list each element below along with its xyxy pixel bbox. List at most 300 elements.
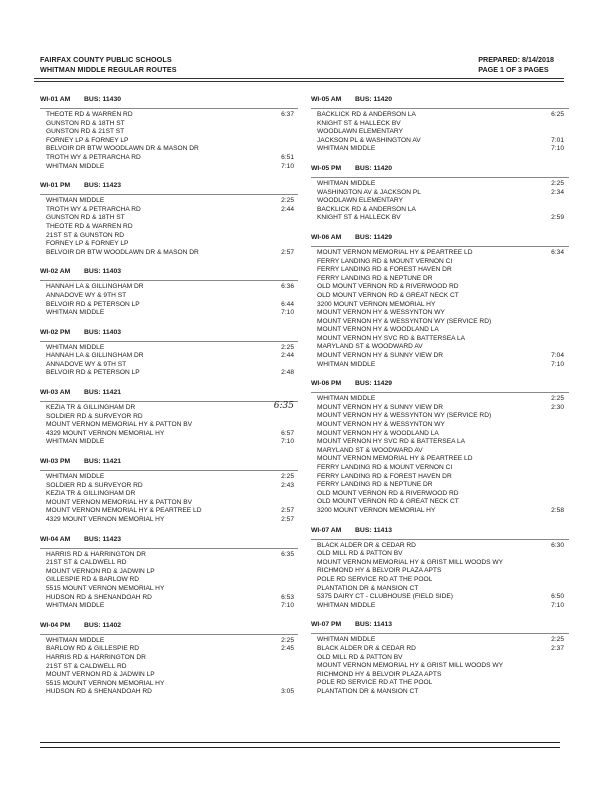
route-header xyxy=(40,387,298,398)
stop-list xyxy=(40,108,298,171)
stop-row xyxy=(40,413,298,422)
stop-name: 21ST ST & CALDWELL RD xyxy=(46,662,127,670)
stop-name: BARLOW RD & GILLESPIE RD xyxy=(46,645,140,653)
route-block xyxy=(311,232,569,369)
stop-name: THEOTE RD & WARREN RD xyxy=(46,222,133,230)
stop-name: WHITMAN MIDDLE xyxy=(317,636,376,644)
stop-row xyxy=(311,395,569,404)
stop-time: 6:25 xyxy=(551,111,564,118)
stop-name: WOODLAWN ELEMENTARY xyxy=(317,197,403,205)
stop-time: 2:57 xyxy=(281,507,294,515)
stop-time: 2:25 xyxy=(551,395,564,403)
stop-name: GUNSTON RD & 18TH ST xyxy=(46,214,125,222)
sheet-subtitle: WHITMAN MIDDLE REGULAR ROUTES xyxy=(40,65,177,74)
stop-name: 21ST ST & CALDWELL RD xyxy=(46,559,127,567)
stop-name: GUNSTON RD & 18TH ST xyxy=(46,119,125,127)
route-block xyxy=(311,619,569,696)
bus-number: BUS: 11413 xyxy=(355,526,393,534)
stop-time: 2:59 xyxy=(551,214,564,222)
stop-name: OLD MOUNT VERNON RD & GREAT NECK CT xyxy=(317,498,459,506)
stop-row xyxy=(40,283,298,292)
stop-name: MOUNT VERNON HY & WESSYNTON WY xyxy=(317,421,445,429)
stop-row xyxy=(311,214,569,223)
stop-row xyxy=(311,266,569,275)
bus-number: BUS: 11413 xyxy=(355,621,393,629)
bus-number: BUS: 11403 xyxy=(84,268,122,276)
route-header xyxy=(40,456,298,467)
stop-row xyxy=(40,499,298,508)
route-block xyxy=(311,163,569,223)
footer-rule-top xyxy=(40,742,560,743)
route-header xyxy=(40,266,298,277)
route-block xyxy=(40,456,298,525)
stop-name: BLACK ALDER DR & CEDAR RD xyxy=(317,644,416,652)
stop-row xyxy=(311,430,569,439)
stop-row xyxy=(311,654,569,663)
stop-row xyxy=(40,473,298,482)
stop-list xyxy=(40,634,298,697)
route-number: WI-05 PM xyxy=(311,164,342,172)
stop-time: 2:48 xyxy=(281,369,294,377)
route-header xyxy=(40,534,298,545)
route-number: WI-05 AM xyxy=(311,96,342,103)
stop-time: 2:44 xyxy=(281,205,294,213)
stop-row xyxy=(40,602,298,611)
stop-time: 7:10 xyxy=(281,162,294,170)
route-block xyxy=(40,387,298,447)
page-count: PAGE 1 OF 3 PAGES xyxy=(478,65,549,74)
stop-row xyxy=(311,318,569,327)
bus-number: BUS: 11430 xyxy=(84,96,122,103)
bus-number: BUS: 11403 xyxy=(84,328,122,336)
stop-row xyxy=(311,662,569,671)
stop-name: HANNAH LA & GILLINGHAM DR xyxy=(46,352,144,360)
stop-row xyxy=(311,464,569,473)
stop-time: 2:45 xyxy=(281,645,294,653)
stop-name: MOUNT VERNON HY & SUNNY VIEW DR xyxy=(317,352,444,360)
stop-name: 3200 MOUNT VERNON MEMORIAL HY xyxy=(317,506,436,514)
stop-name: WHITMAN MIDDLE xyxy=(46,473,105,481)
route-header xyxy=(40,94,298,105)
stop-name: RICHMOND HY & BELVOIR PLAZA APTS xyxy=(317,567,442,575)
stop-row xyxy=(40,197,298,206)
stop-name: BELVOIR DR BTW WOODLAWN DR & MASON DR xyxy=(46,248,199,256)
stop-name: KEZIA TR & GILLINGHAM DR xyxy=(46,490,136,498)
stop-time: 2:25 xyxy=(281,473,294,481)
stop-row xyxy=(311,688,569,697)
stop-time: 7:10 xyxy=(551,360,564,368)
stop-row xyxy=(311,137,569,146)
route-number: WI-07 PM xyxy=(311,621,342,629)
route-number: WI-06 PM xyxy=(311,380,342,388)
stop-name: WHITMAN MIDDLE xyxy=(46,309,105,317)
bus-number: BUS: 11429 xyxy=(355,380,393,388)
stop-row xyxy=(311,197,569,206)
header-rule-bottom xyxy=(34,81,564,82)
stop-name: MOUNT VERNON RD & JADWIN LP xyxy=(46,567,155,575)
stop-row xyxy=(40,232,298,241)
stop-row xyxy=(311,412,569,421)
right-route-column xyxy=(311,94,569,705)
stop-name: MOUNT VERNON HY & SUNNY VIEW DR xyxy=(317,403,444,411)
stop-row xyxy=(40,654,298,663)
route-block xyxy=(40,534,298,611)
stop-row xyxy=(311,559,569,568)
stop-name: MOUNT VERNON MEMORIAL HY & GRIST MILL WOODS WY xyxy=(317,662,503,670)
stop-row xyxy=(40,223,298,232)
bus-number: BUS: 11423 xyxy=(84,535,122,543)
stop-name: MARYLAND ST & WOODWARD AV xyxy=(317,343,423,351)
stop-name: KNIGHT ST & HALLECK BV xyxy=(317,214,401,222)
stop-name: BLACK ALDER DR & CEDAR RD xyxy=(317,541,416,549)
stop-name: 4329 MOUNT VERNON MEMORIAL HY xyxy=(46,516,165,523)
stop-name: WASHINGTON AV & JACKSON PL xyxy=(317,188,421,196)
stop-name: TROTH WY & PETRARCHA RD xyxy=(46,153,141,161)
stop-name: HARRIS RD & HARRINGTON DR xyxy=(46,653,146,661)
stop-row xyxy=(311,180,569,189)
stop-row xyxy=(311,335,569,344)
stop-list xyxy=(40,194,298,257)
stop-row xyxy=(311,636,569,645)
stop-name: OLD MILL RD & PATTON BV xyxy=(317,653,403,661)
stop-name: MOUNT VERNON HY & WESSYNTON WY (SERVICE RD) xyxy=(317,412,492,420)
stop-row xyxy=(40,594,298,603)
stop-row xyxy=(311,438,569,447)
stop-row xyxy=(40,568,298,577)
stop-name: HUDSON RD & SHENANDOAH RD xyxy=(46,593,152,601)
stop-name: MOUNT VERNON MEMORIAL HY & PATTON BV xyxy=(46,421,193,429)
stop-row xyxy=(311,275,569,284)
route-block xyxy=(40,620,298,697)
stop-row xyxy=(40,128,298,137)
stop-row xyxy=(40,507,298,516)
stop-time: 2:57 xyxy=(281,516,294,523)
stop-list xyxy=(40,280,298,317)
route-number: WI-01 PM xyxy=(40,182,71,190)
route-header xyxy=(311,619,569,630)
stop-row xyxy=(40,214,298,223)
stop-time: 6:37 xyxy=(281,111,294,118)
stop-row xyxy=(40,663,298,672)
stop-name: BELVOIR DR BTW WOODLAWN DR & MASON DR xyxy=(46,145,199,153)
stop-name: GUNSTON RD & 21ST ST xyxy=(46,128,125,136)
stop-name: 5515 MOUNT VERNON MEMORIAL HY xyxy=(46,679,165,687)
stop-name: ANNADOVE WY & 9TH ST xyxy=(46,291,127,299)
bus-number: BUS: 11402 xyxy=(84,621,122,629)
stop-name: FERRY LANDING RD & MOUNT VERNON CI xyxy=(317,464,453,471)
route-number: WI-01 AM xyxy=(40,96,71,103)
stop-row xyxy=(40,145,298,154)
stop-list xyxy=(40,341,298,378)
stop-list xyxy=(311,539,569,611)
route-number: WI-04 AM xyxy=(40,535,71,543)
stop-time: 6:30 xyxy=(551,541,564,549)
stop-time: 2:30 xyxy=(551,403,564,411)
stop-row xyxy=(40,490,298,499)
stop-name: BACKLICK RD & ANDERSON LA xyxy=(317,205,416,213)
stop-name: FERRY LANDING RD & NEPTUNE DR xyxy=(317,481,433,489)
stop-name: FERRY LANDING RD & NEPTUNE DR xyxy=(317,274,433,282)
stop-row xyxy=(311,301,569,310)
route-header xyxy=(311,232,569,243)
stop-name: PLANTATION DR & MANSION CT xyxy=(317,687,419,695)
stop-name: POLE RD SERVICE RD AT THE POOL xyxy=(317,679,433,687)
stop-name: OLD MOUNT VERNON RD & RIVERWOOD RD xyxy=(317,283,459,291)
stop-time: 7:10 xyxy=(281,602,294,610)
stop-list xyxy=(40,548,298,611)
stop-time: 6:53 xyxy=(281,593,294,601)
stop-name: OLD MOUNT VERNON RD & RIVERWOOD RD xyxy=(317,489,459,497)
stop-row xyxy=(311,120,569,129)
prepared-date: PREPARED: 8/14/2018 xyxy=(478,55,554,64)
route-number: WI-06 AM xyxy=(311,233,342,241)
stop-row xyxy=(311,206,569,215)
stop-name: SOLDIER RD & SURVEYOR RD xyxy=(46,412,143,420)
stop-row xyxy=(40,309,298,318)
stop-row xyxy=(40,344,298,353)
stop-row xyxy=(311,645,569,654)
stop-list xyxy=(311,246,569,369)
header-right xyxy=(478,55,554,75)
stop-time: 7:10 xyxy=(551,601,564,609)
stop-time: 6:34 xyxy=(551,248,564,256)
stop-row xyxy=(40,154,298,163)
stop-name: 21ST ST & GUNSTON RD xyxy=(46,231,125,239)
stop-name: 5375 DAIRY CT - CLUBHOUSE (FIELD SIDE) xyxy=(317,593,453,601)
stop-name: 4329 MOUNT VERNON MEMORIAL HY xyxy=(46,429,165,437)
stop-name: MOUNT VERNON HY SVC RD & BATTERSEA LA xyxy=(317,334,466,342)
stop-row xyxy=(40,206,298,215)
stop-time: 2:25 xyxy=(551,636,564,644)
stop-time: 2:25 xyxy=(281,636,294,644)
stop-time: 2:25 xyxy=(551,179,564,187)
route-block xyxy=(40,94,298,171)
stop-list xyxy=(311,633,569,696)
stop-row xyxy=(40,352,298,361)
stop-name: BACKLICK RD & ANDERSON LA xyxy=(317,111,416,118)
stop-row xyxy=(40,680,298,689)
stop-row xyxy=(311,542,569,551)
stop-row xyxy=(40,301,298,310)
stop-time: 7:10 xyxy=(281,309,294,317)
stop-name: OLD MOUNT VERNON RD & GREAT NECK CT xyxy=(317,291,459,299)
route-header xyxy=(311,525,569,536)
stop-row xyxy=(40,369,298,378)
stop-name: OLD MILL RD & PATTON BV xyxy=(317,550,403,558)
stop-name: KNIGHT ST & HALLECK BV xyxy=(317,119,401,127)
stop-time: 6:50 xyxy=(551,593,564,601)
stop-row xyxy=(311,145,569,154)
stop-name: WOODLAWN ELEMENTARY xyxy=(317,128,403,136)
stop-row xyxy=(40,482,298,491)
stop-name: WHITMAN MIDDLE xyxy=(46,343,105,351)
stop-time: 2:57 xyxy=(281,248,294,256)
stop-time: 7:04 xyxy=(551,352,564,360)
stop-name: WHITMAN MIDDLE xyxy=(317,395,376,403)
stop-name: MOUNT VERNON HY & WOODLAND LA xyxy=(317,326,439,334)
stop-name: FERRY LANDING RD & FOREST HAVEN DR xyxy=(317,266,452,274)
stop-time: 2:37 xyxy=(551,644,564,652)
stop-list xyxy=(311,108,569,154)
stop-name: POLE RD SERVICE RD AT THE POOL xyxy=(317,575,433,583)
stop-row xyxy=(311,258,569,267)
route-header xyxy=(40,180,298,191)
stop-row xyxy=(311,473,569,482)
stop-name: MOUNT VERNON HY & WOODLAND LA xyxy=(317,429,439,437)
stop-row xyxy=(40,430,298,439)
stop-row xyxy=(40,551,298,560)
stop-name: MOUNT VERNON MEMORIAL HY & PEARTREE LD xyxy=(317,248,473,256)
stop-row xyxy=(40,120,298,129)
stop-row xyxy=(311,361,569,370)
stop-row xyxy=(311,671,569,680)
stop-name: MOUNT VERNON MEMORIAL HY & GRIST MILL WOODS WY xyxy=(317,558,503,566)
route-block xyxy=(311,525,569,611)
stop-name: TROTH WY & PETRARCHA RD xyxy=(46,205,141,213)
stop-name: WHITMAN MIDDLE xyxy=(317,145,376,153)
stop-row xyxy=(40,671,298,680)
bus-number: BUS: 11421 xyxy=(84,458,122,466)
route-block xyxy=(40,327,298,378)
stop-name: WHITMAN MIDDLE xyxy=(46,162,105,170)
stop-row xyxy=(311,481,569,490)
stop-row xyxy=(311,550,569,559)
stop-row xyxy=(311,576,569,585)
stop-row xyxy=(311,292,569,301)
stop-name: WHITMAN MIDDLE xyxy=(317,360,376,368)
bus-number: BUS: 11423 xyxy=(84,182,122,190)
stop-time: 7:01 xyxy=(551,136,564,144)
stop-row xyxy=(40,401,298,413)
route-number: WI-02 AM xyxy=(40,268,71,276)
route-block xyxy=(40,266,298,317)
stop-row xyxy=(40,559,298,568)
stop-name: MOUNT VERNON HY SVC RD & BATTERSEA LA xyxy=(317,438,466,446)
route-header xyxy=(311,378,569,389)
stop-time: 7:10 xyxy=(281,438,294,446)
left-route-column xyxy=(40,94,298,706)
stop-name: WHITMAN MIDDLE xyxy=(317,601,376,609)
bus-number: BUS: 11421 xyxy=(84,389,122,397)
stop-row xyxy=(311,498,569,507)
stop-name: GILLESPIE RD & BARLOW RD xyxy=(46,576,140,584)
route-block xyxy=(311,94,569,154)
stop-name: MOUNT VERNON MEMORIAL HY & PEARTREE LD xyxy=(46,507,202,515)
stop-row xyxy=(40,645,298,654)
route-header xyxy=(40,327,298,338)
stop-time: 6:51 xyxy=(281,153,294,161)
stop-row xyxy=(311,585,569,594)
header-left xyxy=(40,55,177,75)
route-header xyxy=(40,620,298,631)
stop-row xyxy=(311,326,569,335)
route-header xyxy=(311,94,569,105)
stop-name: ANNADOVE WY & 9TH ST xyxy=(46,360,127,368)
stop-row xyxy=(40,585,298,594)
stop-row xyxy=(311,404,569,413)
header-rule-top xyxy=(34,78,564,79)
stop-row xyxy=(311,309,569,318)
stop-name: KEZIA TR & GILLINGHAM DR xyxy=(46,404,136,412)
footer-rule-bottom xyxy=(40,747,560,748)
stop-name: PLANTATION DR & MANSION CT xyxy=(317,584,419,592)
stop-name: BELVOIR RD & PETERSON LP xyxy=(46,300,140,308)
stop-row xyxy=(311,602,569,611)
stop-list xyxy=(311,177,569,223)
stop-time: 3:05 xyxy=(281,688,294,696)
stop-time: 6:36 xyxy=(281,283,294,291)
stop-row xyxy=(40,421,298,430)
stop-row xyxy=(311,567,569,576)
stop-time: 6:57 xyxy=(281,429,294,437)
stop-row xyxy=(40,163,298,172)
route-header xyxy=(311,163,569,174)
stop-row xyxy=(311,343,569,352)
stop-name: WHITMAN MIDDLE xyxy=(46,636,105,644)
stop-time: 2:44 xyxy=(281,352,294,360)
stop-name: MOUNT VERNON MEMORIAL HY & PEARTREE LD xyxy=(317,455,473,463)
stop-name: WHITMAN MIDDLE xyxy=(317,179,376,187)
stop-name: MARYLAND ST & WOODWARD AV xyxy=(317,446,423,454)
route-block xyxy=(311,378,569,515)
stop-name: MOUNT VERNON RD & JADWIN LP xyxy=(46,671,155,679)
stop-time: 2:25 xyxy=(281,343,294,351)
stop-name: HARRIS RD & HARRINGTON DR xyxy=(46,550,146,558)
stop-name: FORNEY LP & FORNEY LP xyxy=(46,240,129,248)
bus-number: BUS: 11429 xyxy=(355,233,393,241)
stop-row xyxy=(40,292,298,301)
stop-row xyxy=(311,249,569,258)
stop-name: SOLDIER RD & SURVEYOR RD xyxy=(46,481,143,489)
stop-list xyxy=(311,392,569,515)
stop-name: WHITMAN MIDDLE xyxy=(46,197,105,205)
stop-name: 5515 MOUNT VERNON MEMORIAL HY xyxy=(46,584,165,592)
stop-name: WHITMAN MIDDLE xyxy=(46,438,105,446)
stop-row xyxy=(40,576,298,585)
stop-row xyxy=(311,128,569,137)
stop-row xyxy=(40,137,298,146)
stop-name: THEOTE RD & WARREN RD xyxy=(46,111,133,118)
stop-name: HUDSON RD & SHENANDOAH RD xyxy=(46,688,152,696)
handwritten-stop-time: 6:35 xyxy=(273,401,294,412)
stop-row xyxy=(311,455,569,464)
stop-time: 2:43 xyxy=(281,481,294,489)
stop-row xyxy=(40,111,298,120)
stop-row xyxy=(40,240,298,249)
stop-row xyxy=(311,352,569,361)
route-block xyxy=(40,180,298,257)
stop-row xyxy=(40,361,298,370)
stop-name: FERRY LANDING RD & MOUNT VERNON CI xyxy=(317,257,453,265)
org-name: FAIRFAX COUNTY PUBLIC SCHOOLS xyxy=(40,55,172,64)
stop-name: 3200 MOUNT VERNON MEMORIAL HY xyxy=(317,300,436,308)
route-number: WI-02 PM xyxy=(40,328,71,336)
stop-time: 6:35 xyxy=(281,550,294,558)
stop-row xyxy=(40,438,298,447)
stop-name: MOUNT VERNON HY & WESSYNTON WY (SERVICE RD) xyxy=(317,317,492,325)
stop-name: WHITMAN MIDDLE xyxy=(46,602,105,610)
stop-time: 2:58 xyxy=(551,506,564,514)
stop-row xyxy=(311,189,569,198)
bus-number: BUS: 11420 xyxy=(355,164,393,172)
route-number: WI-04 PM xyxy=(40,621,71,629)
stop-row xyxy=(40,249,298,258)
stop-name: BELVOIR RD & PETERSON LP xyxy=(46,369,140,377)
route-number: WI-03 PM xyxy=(40,458,71,466)
stop-row xyxy=(311,447,569,456)
stop-name: FERRY LANDING RD & FOREST HAVEN DR xyxy=(317,472,452,480)
stop-row xyxy=(311,283,569,292)
